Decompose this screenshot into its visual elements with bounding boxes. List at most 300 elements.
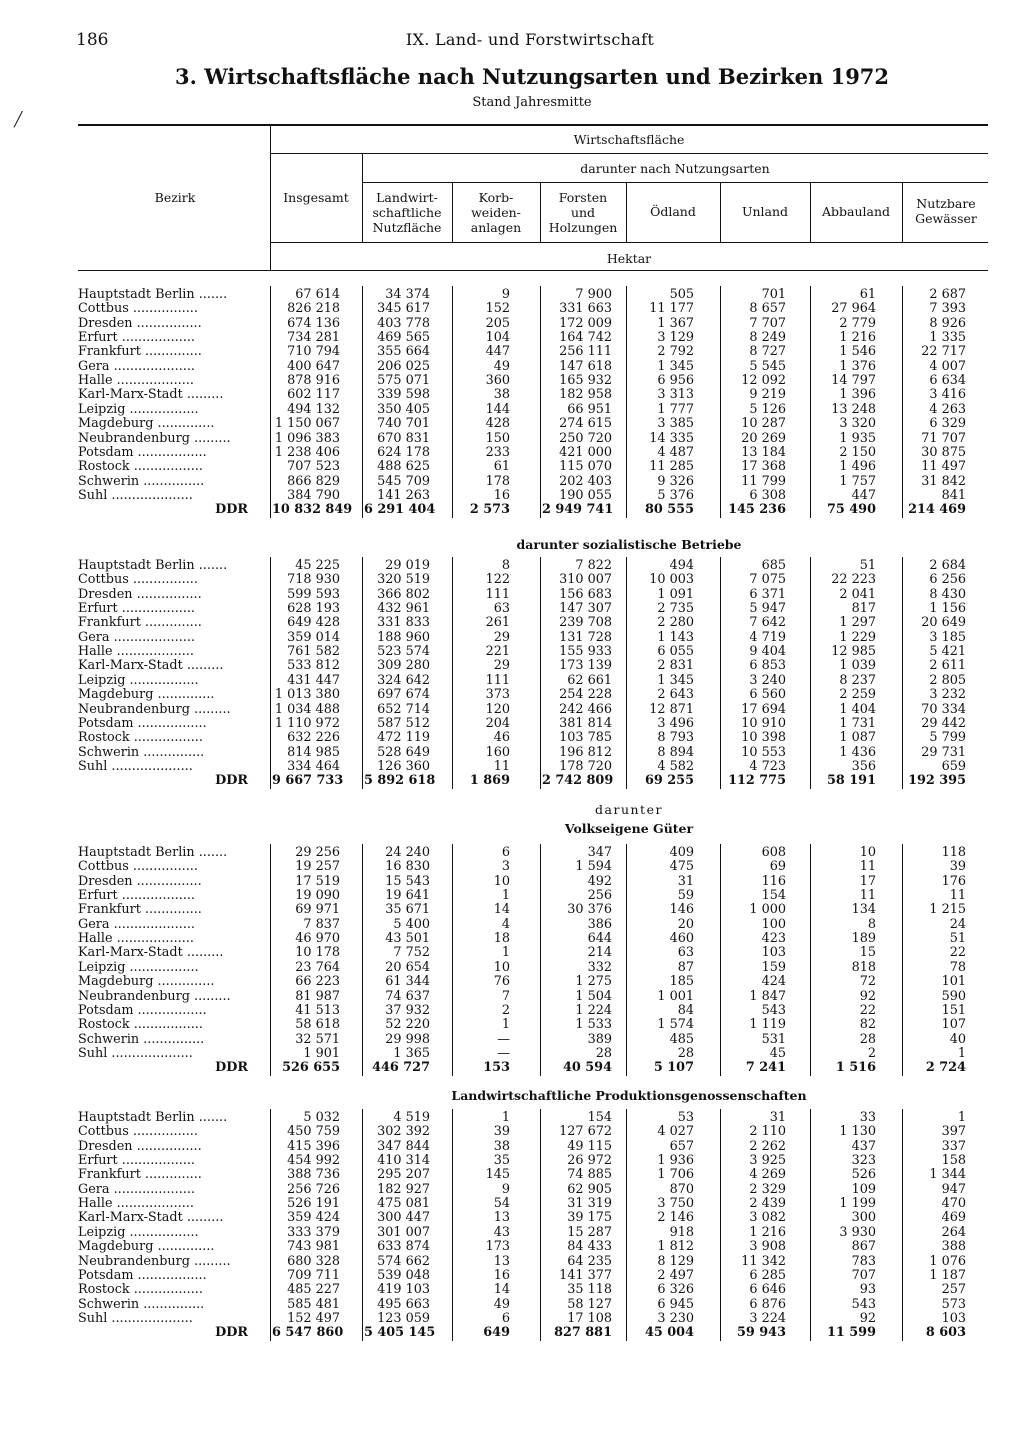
- table-cell: 5 421: [929, 644, 966, 660]
- bezirk-label: Frankfurt ..............: [78, 1168, 202, 1183]
- table-cell: 31 842: [921, 473, 966, 489]
- table-cell: 18: [493, 931, 510, 947]
- column-rule: [540, 844, 541, 1076]
- table-cell: 334 464: [287, 758, 340, 774]
- column-rule: [720, 286, 721, 518]
- table-cell: 400 647: [287, 358, 340, 374]
- table-cell: 134: [851, 902, 876, 918]
- table-cell: 6 285: [749, 1267, 786, 1283]
- table-row: [0, 288, 1024, 302]
- table-cell: 82: [859, 1017, 876, 1033]
- table-cell: 176: [941, 873, 966, 889]
- header-darunter-nutzungsarten: darunter nach Nutzungsarten: [580, 161, 770, 176]
- table-row: [0, 602, 1024, 616]
- table-cell: 13: [493, 1210, 510, 1226]
- table-cell: 2 110: [749, 1124, 786, 1140]
- table-cell: 45 004: [645, 1325, 694, 1341]
- table-cell: 20 269: [741, 430, 786, 446]
- table-row: [0, 573, 1024, 587]
- table-cell: 6: [501, 1310, 510, 1326]
- column-rule: [626, 844, 627, 1076]
- table-cell: 710 794: [287, 344, 340, 360]
- header-korbweidenanlagen: Korb- weiden- anlagen: [470, 190, 522, 235]
- table-cell: 3 925: [749, 1153, 786, 1169]
- table-row: [0, 1269, 1024, 1283]
- table-cell: 116: [761, 873, 786, 889]
- table-cell: 1 546: [839, 344, 876, 360]
- table-cell: 1 344: [929, 1167, 966, 1183]
- table-cell: 423: [761, 931, 786, 947]
- bezirk-label: Rostock .................: [78, 1018, 203, 1033]
- table-cell: 34 374: [385, 287, 430, 302]
- table-cell: 53: [677, 1110, 694, 1125]
- table-cell: 602 117: [287, 387, 340, 403]
- bezirk-label: Gera ....................: [78, 630, 195, 645]
- table-cell: 8 129: [657, 1253, 694, 1269]
- table-cell: 15 543: [385, 873, 430, 889]
- table-cell: 533 812: [287, 658, 340, 674]
- column-rule: [270, 286, 271, 518]
- table-cell: 2 146: [657, 1210, 694, 1226]
- table-cell: 632 226: [287, 730, 340, 746]
- table-cell: 437: [851, 1138, 876, 1154]
- table-cell: 539 048: [377, 1267, 430, 1283]
- table-cell: 28: [859, 1031, 876, 1047]
- table-cell: 76: [493, 974, 510, 990]
- column-rule: [540, 1109, 541, 1341]
- table-cell: 8 603: [925, 1325, 966, 1341]
- table-row: [0, 889, 1024, 903]
- table-cell: 450 759: [287, 1124, 340, 1140]
- table-cell: 528 649: [377, 744, 430, 760]
- table-cell: 1 216: [749, 1224, 786, 1240]
- table-cell: 103: [941, 1310, 966, 1326]
- table-cell: —: [497, 1045, 510, 1061]
- page-number: 186: [76, 30, 109, 50]
- bezirk-label: Karl-Marx-Stadt .........: [78, 659, 224, 674]
- table-cell: 45: [769, 1045, 786, 1061]
- table-cell: 29 019: [385, 558, 430, 573]
- table-cell: 9 219: [749, 387, 786, 403]
- table-cell: 5 032: [303, 1110, 340, 1125]
- table-cell: 1 936: [657, 1153, 694, 1169]
- bezirk-label: Hauptstadt Berlin .......: [78, 1111, 228, 1125]
- table-cell: 17 694: [741, 701, 786, 717]
- table-cell: 494 132: [287, 401, 340, 417]
- bezirk-label: Leipzig .................: [78, 402, 199, 417]
- table-cell: 29 256: [295, 845, 340, 860]
- table-cell: 14 335: [649, 430, 694, 446]
- table-cell: 49: [493, 1296, 510, 1312]
- bezirk-label: Cottbus ................: [78, 860, 198, 875]
- table-cell: 264: [941, 1224, 966, 1240]
- table-row: [0, 388, 1024, 402]
- table-cell: 526: [851, 1167, 876, 1183]
- table-cell: 1 335: [929, 330, 966, 346]
- header-wirtschaftsflaeche: Wirtschaftsfläche: [573, 132, 685, 147]
- bezirk-label: Karl-Marx-Stadt .........: [78, 1211, 224, 1226]
- table-row: [0, 1283, 1024, 1297]
- table-row: [0, 331, 1024, 345]
- bezirk-label: Neubrandenburg .........: [78, 431, 231, 446]
- table-cell: 103 785: [559, 730, 612, 746]
- table-cell: 8 430: [929, 586, 966, 602]
- table-row: [0, 875, 1024, 889]
- table-cell: 1 404: [839, 701, 876, 717]
- table-row: [0, 374, 1024, 388]
- table-cell: 71 707: [921, 430, 966, 446]
- table-cell: —: [497, 1031, 510, 1047]
- table-row: [0, 1211, 1024, 1225]
- bezirk-label: Schwerin ...............: [78, 745, 205, 760]
- table-cell: 8 727: [749, 344, 786, 360]
- bezirk-label: Schwerin ...............: [78, 1032, 205, 1047]
- table-cell: 1 812: [657, 1239, 694, 1255]
- table-cell: 1 087: [839, 730, 876, 746]
- table-row: [0, 1047, 1024, 1061]
- bezirk-label: Frankfurt ..............: [78, 345, 202, 360]
- table-cell: 2 742 809: [542, 773, 614, 789]
- table-cell: 324 642: [377, 672, 430, 688]
- table-cell: 310 007: [559, 572, 612, 588]
- table-cell: 2: [867, 1045, 876, 1061]
- column-rule: [810, 1109, 811, 1341]
- table-cell: 6 055: [657, 644, 694, 660]
- table-cell: 39: [493, 1124, 510, 1140]
- bezirk-label: Frankfurt ..............: [78, 903, 202, 918]
- table-cell: 1 000: [749, 902, 786, 918]
- table-cell: 3 129: [657, 330, 694, 346]
- table-cell: 11: [493, 758, 510, 774]
- table-cell: 192 395: [908, 773, 966, 789]
- table-cell: 158: [941, 1153, 966, 1169]
- table-cell: 707 523: [287, 459, 340, 475]
- table-cell: 1 215: [929, 902, 966, 918]
- table-total-row: [0, 503, 1024, 517]
- table-row: [0, 975, 1024, 989]
- table-row: [0, 616, 1024, 630]
- table-cell: 6 634: [929, 373, 966, 389]
- table-cell: 1 901: [303, 1045, 340, 1061]
- table-cell: 178 720: [559, 758, 612, 774]
- table-cell: 2 805: [929, 672, 966, 688]
- table-cell: 6 547 860: [272, 1325, 344, 1341]
- table-cell: 3 240: [749, 672, 786, 688]
- table-cell: 6 853: [749, 658, 786, 674]
- header-bezirk: Bezirk: [154, 190, 196, 205]
- table-cell: 15: [859, 945, 876, 961]
- table-cell: 1 091: [657, 586, 694, 602]
- table-cell: 58 127: [567, 1296, 612, 1312]
- table-cell: 35: [493, 1153, 510, 1169]
- table-cell: 827 881: [554, 1325, 612, 1341]
- table-row: [0, 731, 1024, 745]
- table-cell: 66 223: [295, 974, 340, 990]
- table-cell: 46: [493, 730, 510, 746]
- table-cell: 27 964: [831, 301, 876, 317]
- table-cell: 826 218: [287, 301, 340, 317]
- table-cell: 8 249: [749, 330, 786, 346]
- table-cell: 188 960: [377, 629, 430, 645]
- table-cell: 120: [485, 701, 510, 717]
- table-cell: 49 115: [567, 1138, 612, 1154]
- table-cell: 141 377: [559, 1267, 612, 1283]
- table-cell: 373: [485, 687, 510, 703]
- table-cell: 7 075: [749, 572, 786, 588]
- table-cell: 428: [485, 416, 510, 432]
- table-cell: 7 642: [749, 615, 786, 631]
- bezirk-label: Halle ...................: [78, 1197, 194, 1212]
- bezirk-label: Dresden ................: [78, 587, 202, 602]
- table-cell: 40 594: [563, 1060, 612, 1076]
- table-cell: 261: [485, 615, 510, 631]
- table-cell: 214: [587, 945, 612, 961]
- table-cell: 24 240: [385, 845, 430, 860]
- table-cell: 1 013 380: [274, 687, 340, 703]
- table-cell: 359 014: [287, 629, 340, 645]
- table-cell: 6 326: [657, 1282, 694, 1298]
- total-label: DDR: [215, 1325, 248, 1341]
- table-cell: 7 393: [929, 301, 966, 317]
- table-cell: 295 207: [377, 1167, 430, 1183]
- table-row: [0, 932, 1024, 946]
- table-cell: 1 847: [749, 988, 786, 1004]
- column-rule: [452, 557, 453, 789]
- table-cell: 3 908: [749, 1239, 786, 1255]
- table-cell: 356: [851, 758, 876, 774]
- table-cell: 62 661: [567, 672, 612, 688]
- table-cell: 488 625: [377, 459, 430, 475]
- table-cell: 403 778: [377, 315, 430, 331]
- table-cell: 384 790: [287, 487, 340, 503]
- table-cell: 28: [677, 1045, 694, 1061]
- table-cell: 35 118: [567, 1282, 612, 1298]
- table-cell: 5 405 145: [364, 1325, 436, 1341]
- table-row: [0, 703, 1024, 717]
- table-cell: 5 892 618: [364, 773, 436, 789]
- table-cell: 58 618: [295, 1017, 340, 1033]
- table-cell: 447: [485, 344, 510, 360]
- table-cell: 6 371: [749, 586, 786, 602]
- table-cell: 670 831: [377, 430, 430, 446]
- table-cell: 526 655: [282, 1060, 340, 1076]
- table-cell: 6 291 404: [364, 502, 436, 518]
- table-cell: 104: [485, 330, 510, 346]
- table-cell: 15 287: [567, 1224, 612, 1240]
- table-cell: 4 723: [749, 758, 786, 774]
- table-cell: 38: [493, 387, 510, 403]
- column-rule: [810, 557, 811, 789]
- table-cell: 17 368: [741, 459, 786, 475]
- table-cell: 63: [677, 945, 694, 961]
- table-cell: 421 000: [559, 444, 612, 460]
- table-cell: 242 466: [559, 701, 612, 717]
- table-cell: 164 742: [559, 330, 612, 346]
- table-cell: 608: [761, 845, 786, 860]
- table-cell: 12 092: [741, 373, 786, 389]
- table-cell: 33: [859, 1110, 876, 1125]
- table-cell: 70 334: [921, 701, 966, 717]
- table-cell: 2 497: [657, 1267, 694, 1283]
- table-cell: 154: [761, 888, 786, 904]
- table-cell: 1 216: [839, 330, 876, 346]
- table-cell: 145: [485, 1167, 510, 1183]
- bezirk-label: Karl-Marx-Stadt .........: [78, 388, 224, 403]
- table-cell: 1 533: [575, 1017, 612, 1033]
- table-cell: 300 447: [377, 1210, 430, 1226]
- table-cell: 918: [669, 1224, 694, 1240]
- table-cell: 447: [851, 487, 876, 503]
- table-cell: 43 501: [385, 931, 430, 947]
- table-cell: 146: [669, 902, 694, 918]
- table-cell: 947: [941, 1181, 966, 1197]
- table-cell: 62 905: [567, 1181, 612, 1197]
- table-cell: 17 519: [295, 873, 340, 889]
- table-subtitle: Stand Jahresmitte: [472, 95, 592, 110]
- table-row: [0, 1197, 1024, 1211]
- column-rule: [362, 1109, 363, 1341]
- table-cell: 69: [769, 859, 786, 875]
- table-cell: 131 728: [559, 629, 612, 645]
- table-cell: 1 001: [657, 988, 694, 1004]
- table-cell: 841: [941, 487, 966, 503]
- table-cell: 144: [485, 401, 510, 417]
- table-cell: 300: [851, 1210, 876, 1226]
- bezirk-label: Neubrandenburg .........: [78, 1254, 231, 1269]
- table-cell: 1 516: [835, 1060, 876, 1076]
- table-row: [0, 360, 1024, 374]
- table-cell: 109: [851, 1181, 876, 1197]
- table-cell: 178: [485, 473, 510, 489]
- table-row: [0, 1004, 1024, 1018]
- column-rule: [720, 1109, 721, 1341]
- table-cell: 1 275: [575, 974, 612, 990]
- column-rule: [720, 844, 721, 1076]
- table-cell: 2 041: [839, 586, 876, 602]
- bezirk-label: Suhl ....................: [78, 1046, 193, 1061]
- table-cell: 22 223: [831, 572, 876, 588]
- table-row: [0, 417, 1024, 431]
- table-row: [0, 717, 1024, 731]
- table-cell: 633 874: [377, 1239, 430, 1255]
- section-title-darunter: darunter: [595, 802, 663, 817]
- table-cell: 3 320: [839, 416, 876, 432]
- table-cell: 6 876: [749, 1296, 786, 1312]
- table-cell: 866 829: [287, 473, 340, 489]
- table-cell: 172 009: [559, 315, 612, 331]
- table-cell: 31: [677, 873, 694, 889]
- table-cell: 59 943: [737, 1325, 786, 1341]
- table-cell: 13 184: [741, 444, 786, 460]
- table-cell: 1 156: [929, 601, 966, 617]
- bezirk-label: Potsdam .................: [78, 1268, 207, 1283]
- table-cell: 72: [859, 974, 876, 990]
- bezirk-label: Gera ....................: [78, 359, 195, 374]
- table-cell: 107: [941, 1017, 966, 1033]
- bezirk-label: Erfurt ..................: [78, 602, 195, 617]
- bezirk-label: Erfurt ..................: [78, 1154, 195, 1169]
- table-cell: 2 643: [657, 687, 694, 703]
- table-cell: 523 574: [377, 644, 430, 660]
- table-cell: 2 280: [657, 615, 694, 631]
- table-cell: 74 885: [567, 1167, 612, 1183]
- table-cell: 81 987: [295, 988, 340, 1004]
- table-cell: 1 238 406: [274, 444, 340, 460]
- bezirk-label: Suhl ....................: [78, 488, 193, 503]
- table-cell: 66 951: [567, 401, 612, 417]
- table-row: [0, 446, 1024, 460]
- bezirk-label: Halle ...................: [78, 645, 194, 660]
- table-row: [0, 760, 1024, 774]
- table-cell: 69 255: [645, 773, 694, 789]
- table-cell: 2 779: [839, 315, 876, 331]
- table-cell: 5 947: [749, 601, 786, 617]
- table-cell: 8 793: [657, 730, 694, 746]
- table-cell: 1 199: [839, 1196, 876, 1212]
- table-cell: 31: [769, 1110, 786, 1125]
- table-cell: 274 615: [559, 416, 612, 432]
- table-total-row: [0, 1061, 1024, 1075]
- table-cell: 3 224: [749, 1310, 786, 1326]
- table-row: [0, 961, 1024, 975]
- table-cell: 6: [501, 845, 510, 860]
- table-cell: 6 560: [749, 687, 786, 703]
- table-row: [0, 631, 1024, 645]
- table-cell: 3: [501, 859, 510, 875]
- table-cell: 386: [587, 916, 612, 932]
- table-cell: 22: [949, 945, 966, 961]
- table-cell: 2 792: [657, 344, 694, 360]
- bezirk-label: Hauptstadt Berlin .......: [78, 288, 228, 302]
- table-cell: 2: [501, 1002, 510, 1018]
- table-cell: 652 714: [377, 701, 430, 717]
- bezirk-label: Gera ....................: [78, 1182, 195, 1197]
- table-cell: 6 945: [657, 1296, 694, 1312]
- table-cell: 61: [493, 459, 510, 475]
- table-cell: 1: [501, 945, 510, 961]
- table-cell: 9: [501, 287, 510, 302]
- table-cell: 205: [485, 315, 510, 331]
- table-cell: 127 672: [559, 1124, 612, 1140]
- bezirk-label: Suhl ....................: [78, 1311, 193, 1326]
- bezirk-label: Hauptstadt Berlin .......: [78, 846, 228, 860]
- table-cell: 870: [669, 1181, 694, 1197]
- table-cell: 574 662: [377, 1253, 430, 1269]
- table-cell: 1: [501, 888, 510, 904]
- table-cell: 659: [941, 758, 966, 774]
- column-rule: [452, 286, 453, 518]
- table-cell: 339 598: [377, 387, 430, 403]
- table-cell: 29 731: [921, 744, 966, 760]
- table-cell: 156 683: [559, 586, 612, 602]
- table-cell: 7 900: [575, 287, 612, 302]
- table-cell: 10 398: [741, 730, 786, 746]
- table-row: [0, 1183, 1024, 1197]
- table-cell: 470: [941, 1196, 966, 1212]
- table-top-rule: [78, 124, 988, 126]
- table-cell: 2 831: [657, 658, 694, 674]
- column-rule: [902, 844, 903, 1076]
- table-cell: 11 177: [649, 301, 694, 317]
- table-cell: 11 599: [827, 1325, 876, 1341]
- table-cell: 1 345: [657, 672, 694, 688]
- table-cell: 3 750: [657, 1196, 694, 1212]
- bezirk-label: Frankfurt ..............: [78, 616, 202, 631]
- table-cell: 29: [493, 629, 510, 645]
- table-cell: 3 230: [657, 1310, 694, 1326]
- table-cell: 4 719: [749, 629, 786, 645]
- table-cell: 20 649: [921, 615, 966, 631]
